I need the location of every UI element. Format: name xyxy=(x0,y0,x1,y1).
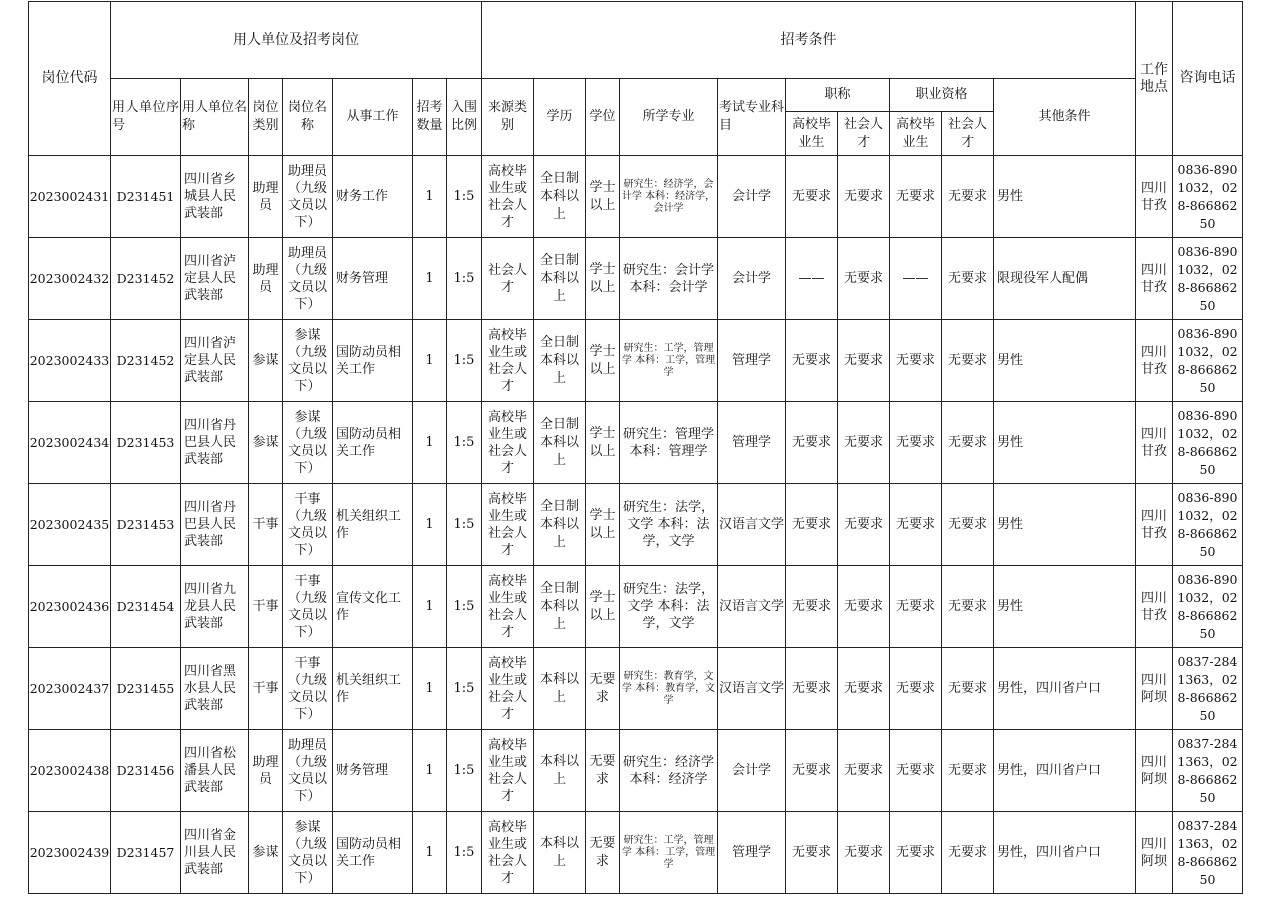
title-grad-cell: 无要求 xyxy=(786,648,838,730)
table-header xyxy=(29,2,1243,156)
title-social-cell: 无要求 xyxy=(838,238,890,320)
phone-cell: 0836-8901032，028-86686250 xyxy=(1173,566,1243,648)
ratio-cell: 1:5 xyxy=(447,812,482,894)
exam-subject-cell: 管理学 xyxy=(718,812,786,894)
work-cell: 国防动员相关工作 xyxy=(333,812,413,894)
post-type-cell: 参谋 xyxy=(249,320,283,402)
title-social-cell: 无要求 xyxy=(838,402,890,484)
post-type-cell: 干事 xyxy=(249,484,283,566)
header-post-name: 岗位名称 xyxy=(283,79,333,156)
other-conditions-cell: 男性 xyxy=(994,402,1136,484)
degree-cell: 无要求 xyxy=(586,648,620,730)
degree-cell: 学士以上 xyxy=(586,566,620,648)
work-cell: 机关组织工作 xyxy=(333,648,413,730)
table-row xyxy=(29,812,1243,894)
qual-grad-cell: 无要求 xyxy=(890,402,942,484)
table-row xyxy=(29,648,1243,730)
location-cell: 四川甘孜 xyxy=(1136,156,1173,238)
source-cell: 高校毕业生或社会人才 xyxy=(482,484,534,566)
header-qualification-group: 职业资格 xyxy=(890,79,994,112)
post-name-cell: 干事（九级文员以下） xyxy=(283,566,333,648)
unit-seq-cell: D231457 xyxy=(111,812,181,894)
major-cell: 研究生：管理学 本科：管理学 xyxy=(620,402,718,484)
education-cell: 全日制本科以上 xyxy=(534,484,586,566)
post-code-cell: 2023002432 xyxy=(29,238,111,320)
table-row xyxy=(29,320,1243,402)
header-education: 学历 xyxy=(534,79,586,156)
phone-cell: 0837-2841363，028-86686250 xyxy=(1173,730,1243,812)
table-row xyxy=(29,730,1243,812)
exam-subject-cell: 汉语言文学 xyxy=(718,648,786,730)
education-cell: 本科以上 xyxy=(534,648,586,730)
education-cell: 全日制本科以上 xyxy=(534,402,586,484)
education-cell: 全日制本科以上 xyxy=(534,156,586,238)
count-cell: 1 xyxy=(413,156,447,238)
education-cell: 本科以上 xyxy=(534,812,586,894)
header-location: 工作地点 xyxy=(1136,2,1173,156)
exam-subject-cell: 会计学 xyxy=(718,156,786,238)
ratio-cell: 1:5 xyxy=(447,320,482,402)
header-qual-grad: 高校毕业生 xyxy=(890,112,942,156)
degree-cell: 学士以上 xyxy=(586,156,620,238)
ratio-cell: 1:5 xyxy=(447,238,482,320)
post-type-cell: 干事 xyxy=(249,648,283,730)
phone-cell: 0836-8901032，028-86686250 xyxy=(1173,156,1243,238)
major-cell: 研究生：法学，文学 本科：法学，文学 xyxy=(620,566,718,648)
unit-name-cell: 四川省黑水县人民武装部 xyxy=(181,648,249,730)
source-cell: 高校毕业生或社会人才 xyxy=(482,156,534,238)
work-cell: 财务管理 xyxy=(333,238,413,320)
qual-social-cell: 无要求 xyxy=(942,402,994,484)
phone-cell: 0836-8901032，028-86686250 xyxy=(1173,320,1243,402)
major-cell: 研究生：教育学，文学 本科：教育学，文学 xyxy=(620,648,718,730)
major-cell: 研究生：经济学 本科：经济学 xyxy=(620,730,718,812)
count-cell: 1 xyxy=(413,238,447,320)
qual-social-cell: 无要求 xyxy=(942,320,994,402)
header-qual-social: 社会人才 xyxy=(942,112,994,156)
other-conditions-cell: 男性，四川省户口 xyxy=(994,730,1136,812)
work-cell: 财务工作 xyxy=(333,156,413,238)
header-degree: 学位 xyxy=(586,79,620,156)
post-name-cell: 参谋（九级文员以下） xyxy=(283,320,333,402)
qual-grad-cell: 无要求 xyxy=(890,320,942,402)
education-cell: 全日制本科以上 xyxy=(534,566,586,648)
education-cell: 全日制本科以上 xyxy=(534,320,586,402)
location-cell: 四川阿坝 xyxy=(1136,812,1173,894)
header-condition-group: 招考条件 xyxy=(482,2,1136,79)
title-social-cell: 无要求 xyxy=(838,320,890,402)
location-cell: 四川甘孜 xyxy=(1136,484,1173,566)
count-cell: 1 xyxy=(413,320,447,402)
work-cell: 国防动员相关工作 xyxy=(333,320,413,402)
count-cell: 1 xyxy=(413,812,447,894)
other-conditions-cell: 男性 xyxy=(994,484,1136,566)
major-cell: 研究生：法学，文学 本科：法学，文学 xyxy=(620,484,718,566)
post-code-cell: 2023002431 xyxy=(29,156,111,238)
major-cell: 研究生：工学，管理学 本科：工学，管理学 xyxy=(620,320,718,402)
work-cell: 国防动员相关工作 xyxy=(333,402,413,484)
degree-cell: 学士以上 xyxy=(586,238,620,320)
phone-cell: 0836-8901032，028-86686250 xyxy=(1173,402,1243,484)
qual-grad-cell: 无要求 xyxy=(890,566,942,648)
unit-seq-cell: D231453 xyxy=(111,484,181,566)
location-cell: 四川阿坝 xyxy=(1136,648,1173,730)
title-social-cell: 无要求 xyxy=(838,484,890,566)
unit-seq-cell: D231452 xyxy=(111,320,181,402)
qual-social-cell: 无要求 xyxy=(942,566,994,648)
other-conditions-cell: 男性，四川省户口 xyxy=(994,648,1136,730)
post-name-cell: 参谋（九级文员以下） xyxy=(283,812,333,894)
source-cell: 高校毕业生或社会人才 xyxy=(482,566,534,648)
post-type-cell: 参谋 xyxy=(249,402,283,484)
unit-seq-cell: D231455 xyxy=(111,648,181,730)
post-code-cell: 2023002433 xyxy=(29,320,111,402)
post-name-cell: 助理员（九级文员以下） xyxy=(283,730,333,812)
major-cell: 研究生：会计学 本科：会计学 xyxy=(620,238,718,320)
exam-subject-cell: 汉语言文学 xyxy=(718,566,786,648)
header-source: 来源类别 xyxy=(482,79,534,156)
title-social-cell: 无要求 xyxy=(838,156,890,238)
unit-seq-cell: D231451 xyxy=(111,156,181,238)
degree-cell: 无要求 xyxy=(586,812,620,894)
phone-cell: 0837-2841363，028-86686250 xyxy=(1173,648,1243,730)
work-cell: 财务管理 xyxy=(333,730,413,812)
post-code-cell: 2023002439 xyxy=(29,812,111,894)
major-cell: 研究生：经济学，会计学 本科：经济学，会计学 xyxy=(620,156,718,238)
qual-grad-cell: 无要求 xyxy=(890,156,942,238)
education-cell: 全日制本科以上 xyxy=(534,238,586,320)
title-grad-cell: 无要求 xyxy=(786,402,838,484)
header-major: 所学专业 xyxy=(620,79,718,156)
post-code-cell: 2023002438 xyxy=(29,730,111,812)
degree-cell: 学士以上 xyxy=(586,484,620,566)
header-title-group: 职称 xyxy=(786,79,890,112)
other-conditions-cell: 男性，四川省户口 xyxy=(994,812,1136,894)
post-name-cell: 参谋（九级文员以下） xyxy=(283,402,333,484)
header-phone: 咨询电话 xyxy=(1173,2,1243,156)
title-social-cell: 无要求 xyxy=(838,812,890,894)
location-cell: 四川阿坝 xyxy=(1136,730,1173,812)
title-social-cell: 无要求 xyxy=(838,566,890,648)
count-cell: 1 xyxy=(413,730,447,812)
post-type-cell: 干事 xyxy=(249,566,283,648)
post-code-cell: 2023002437 xyxy=(29,648,111,730)
location-cell: 四川甘孜 xyxy=(1136,238,1173,320)
header-unit-name: 用人单位名称 xyxy=(181,79,249,156)
post-name-cell: 干事（九级文员以下） xyxy=(283,484,333,566)
work-cell: 机关组织工作 xyxy=(333,484,413,566)
work-cell: 宣传文化工作 xyxy=(333,566,413,648)
post-type-cell: 助理员 xyxy=(249,730,283,812)
header-ratio: 入围比例 xyxy=(447,79,482,156)
post-code-cell: 2023002435 xyxy=(29,484,111,566)
ratio-cell: 1:5 xyxy=(447,566,482,648)
degree-cell: 学士以上 xyxy=(586,320,620,402)
post-code-cell: 2023002434 xyxy=(29,402,111,484)
header-post-code: 岗位代码 xyxy=(29,2,111,156)
qual-grad-cell: 无要求 xyxy=(890,648,942,730)
header-exam-subject: 考试专业科目 xyxy=(718,79,786,156)
education-cell: 本科以上 xyxy=(534,730,586,812)
unit-name-cell: 四川省泸定县人民武装部 xyxy=(181,320,249,402)
header-unit-group: 用人单位及招考岗位 xyxy=(111,2,482,79)
other-conditions-cell: 男性 xyxy=(994,566,1136,648)
unit-name-cell: 四川省丹巴县人民武装部 xyxy=(181,402,249,484)
source-cell: 高校毕业生或社会人才 xyxy=(482,730,534,812)
header-other: 其他条件 xyxy=(994,79,1136,156)
title-grad-cell: 无要求 xyxy=(786,730,838,812)
source-cell: 高校毕业生或社会人才 xyxy=(482,402,534,484)
phone-cell: 0836-8901032，028-86686250 xyxy=(1173,238,1243,320)
qual-social-cell: 无要求 xyxy=(942,730,994,812)
count-cell: 1 xyxy=(413,648,447,730)
unit-seq-cell: D231452 xyxy=(111,238,181,320)
unit-name-cell: 四川省丹巴县人民武装部 xyxy=(181,484,249,566)
source-cell: 高校毕业生或社会人才 xyxy=(482,320,534,402)
unit-seq-cell: D231456 xyxy=(111,730,181,812)
other-conditions-cell: 男性 xyxy=(994,320,1136,402)
title-social-cell: 无要求 xyxy=(838,730,890,812)
unit-seq-cell: D231453 xyxy=(111,402,181,484)
title-grad-cell: 无要求 xyxy=(786,156,838,238)
qual-social-cell: 无要求 xyxy=(942,484,994,566)
table-row xyxy=(29,402,1243,484)
post-name-cell: 助理员（九级文员以下） xyxy=(283,238,333,320)
post-type-cell: 参谋 xyxy=(249,812,283,894)
title-grad-cell: 无要求 xyxy=(786,812,838,894)
ratio-cell: 1:5 xyxy=(447,730,482,812)
major-cell: 研究生：工学，管理学 本科：工学，管理学 xyxy=(620,812,718,894)
unit-name-cell: 四川省松潘县人民武装部 xyxy=(181,730,249,812)
phone-cell: 0836-8901032，028-86686250 xyxy=(1173,484,1243,566)
unit-name-cell: 四川省泸定县人民武装部 xyxy=(181,238,249,320)
qual-social-cell: 无要求 xyxy=(942,156,994,238)
unit-name-cell: 四川省乡城县人民武装部 xyxy=(181,156,249,238)
qual-grad-cell: 无要求 xyxy=(890,812,942,894)
header-work: 从事工作 xyxy=(333,79,413,156)
ratio-cell: 1:5 xyxy=(447,648,482,730)
table-row xyxy=(29,566,1243,648)
source-cell: 高校毕业生或社会人才 xyxy=(482,812,534,894)
degree-cell: 无要求 xyxy=(586,730,620,812)
source-cell: 高校毕业生或社会人才 xyxy=(482,648,534,730)
exam-subject-cell: 汉语言文学 xyxy=(718,484,786,566)
header-title-grad: 高校毕业生 xyxy=(786,112,838,156)
title-grad-cell: 无要求 xyxy=(786,320,838,402)
exam-subject-cell: 管理学 xyxy=(718,320,786,402)
header-title-social: 社会人才 xyxy=(838,112,890,156)
count-cell: 1 xyxy=(413,402,447,484)
table-row xyxy=(29,238,1243,320)
post-name-cell: 干事（九级文员以下） xyxy=(283,648,333,730)
other-conditions-cell: 限现役军人配偶 xyxy=(994,238,1136,320)
header-unit-seq: 用人单位序号 xyxy=(111,79,181,156)
post-name-cell: 助理员（九级文员以下） xyxy=(283,156,333,238)
count-cell: 1 xyxy=(413,566,447,648)
post-type-cell: 助理员 xyxy=(249,238,283,320)
title-grad-cell: —— xyxy=(786,238,838,320)
title-grad-cell: 无要求 xyxy=(786,484,838,566)
qual-grad-cell: 无要求 xyxy=(890,484,942,566)
ratio-cell: 1:5 xyxy=(447,402,482,484)
unit-name-cell: 四川省金川县人民武装部 xyxy=(181,812,249,894)
qual-grad-cell: —— xyxy=(890,238,942,320)
degree-cell: 学士以上 xyxy=(586,402,620,484)
exam-subject-cell: 会计学 xyxy=(718,238,786,320)
location-cell: 四川甘孜 xyxy=(1136,566,1173,648)
header-count: 招考数量 xyxy=(413,79,447,156)
table-row xyxy=(29,484,1243,566)
ratio-cell: 1:5 xyxy=(447,484,482,566)
table-body xyxy=(29,156,1243,894)
post-type-cell: 助理员 xyxy=(249,156,283,238)
post-code-cell: 2023002436 xyxy=(29,566,111,648)
qual-social-cell: 无要求 xyxy=(942,238,994,320)
exam-subject-cell: 管理学 xyxy=(718,402,786,484)
title-grad-cell: 无要求 xyxy=(786,566,838,648)
qual-social-cell: 无要求 xyxy=(942,812,994,894)
location-cell: 四川甘孜 xyxy=(1136,402,1173,484)
title-social-cell: 无要求 xyxy=(838,648,890,730)
other-conditions-cell: 男性 xyxy=(994,156,1136,238)
header-post-type: 岗位类别 xyxy=(249,79,283,156)
unit-name-cell: 四川省九龙县人民武装部 xyxy=(181,566,249,648)
phone-cell: 0837-2841363，028-86686250 xyxy=(1173,812,1243,894)
qual-social-cell: 无要求 xyxy=(942,648,994,730)
ratio-cell: 1:5 xyxy=(447,156,482,238)
qual-grad-cell: 无要求 xyxy=(890,730,942,812)
source-cell: 社会人才 xyxy=(482,238,534,320)
location-cell: 四川甘孜 xyxy=(1136,320,1173,402)
count-cell: 1 xyxy=(413,484,447,566)
unit-seq-cell: D231454 xyxy=(111,566,181,648)
exam-subject-cell: 会计学 xyxy=(718,730,786,812)
table-row xyxy=(29,156,1243,238)
recruitment-table xyxy=(28,1,1243,894)
